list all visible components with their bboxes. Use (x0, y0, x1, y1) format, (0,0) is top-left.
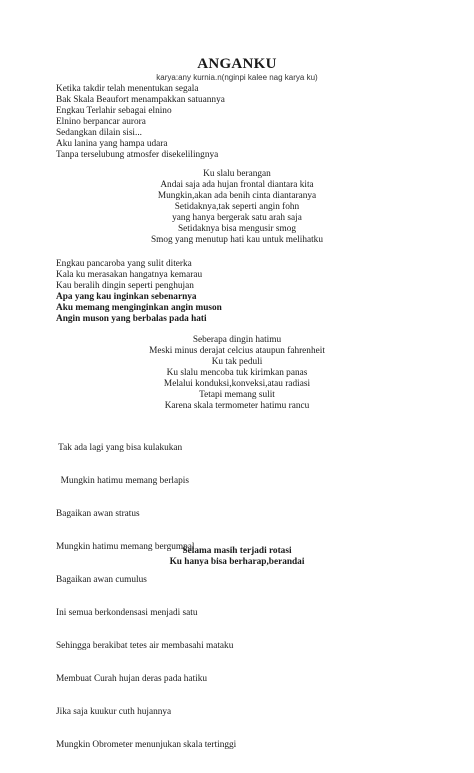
poem-line: Sehingga berakibat tetes air membasahi mataku (56, 641, 234, 651)
poem-line: Andai saja ada hujan frontal diantara kita (160, 180, 314, 190)
poem-line: Bagaikan awan stratus (56, 509, 140, 519)
stanza-2 (0, 169, 474, 246)
poem-line: Mungkin hatimu memang bergumpal (56, 542, 195, 552)
poem-line-bold: Aku memang menginginkan angin muson (56, 303, 222, 313)
poem-line: Aku lanina yang hampa udara (56, 139, 168, 149)
poem-line: Tak ada lagi yang bisa kulakukan (56, 443, 183, 453)
poem-line: Tanpa terselubung atmosfer disekelilingnya (56, 150, 219, 160)
poem-line: Karena skala termometer hatimu rancu (164, 401, 310, 411)
poem-line: Elnino berpancar aurora (56, 117, 146, 127)
poem-line: Ku slalu mencoba tuk kirimkan panas (166, 368, 308, 378)
stanza-5 (56, 421, 236, 773)
stanza-1 (56, 84, 225, 161)
poem-line: Bak Skala Beaufort menampakkan satuannya (56, 95, 225, 105)
poem-line: Jika saja kuukur cuth hujannya (56, 707, 172, 717)
poem-line: Mungkin Obrometer menunjukan skala tertinggi (56, 740, 237, 750)
poem-line-bold: Apa yang kau inginkan sebenarnya (56, 292, 197, 302)
poem-line: Seberapa dingin hatimu (192, 335, 282, 345)
poem-line: Kala ku merasakan hangatnya kemarau (56, 270, 203, 280)
poem-line: Mungkin,akan ada benih cinta diantaranya (157, 191, 317, 201)
poem-line: Melalui konduksi,konveksi,atau radiasi (163, 379, 311, 389)
stanza-4 (0, 335, 474, 412)
poem-line: Ku slalu berangan (203, 169, 271, 179)
poem-line: Ku tak peduli (211, 357, 263, 367)
poem-line: Engkau Terlahir sebagai elnino (56, 106, 172, 116)
poem-line: yang hanya bergerak satu arah saja (172, 213, 302, 223)
poem-line: Mungkin hatimu memang berlapis (56, 476, 189, 486)
poem-line: Bagaikan awan cumulus (56, 575, 147, 585)
poem-line: Setidaknya,tak seperti angin fohn (174, 202, 300, 212)
poem-line-bold: Angin muson yang berbalas pada hati (56, 314, 207, 324)
poem-line: Tetapi memang sulit (199, 390, 275, 400)
poem-line: Membuat Curah hujan deras pada hatiku (56, 674, 208, 684)
stanza-3 (56, 259, 222, 325)
poem-title: ANGANKU (197, 56, 277, 72)
poem-line: Ini semua berkondensasi menjadi satu (56, 608, 198, 618)
poem-line-bold: Ku hanya bisa berharap,berandai (169, 557, 305, 567)
poem-line: Setidaknya bisa mengusir smog (177, 224, 296, 234)
poem-line: Engkau pancaroba yang sulit diterka (56, 259, 192, 269)
poem-line: Ketika takdir telah menentukan segala (56, 84, 199, 94)
stanza-6 (0, 546, 474, 568)
poem-line: Meski minus derajat celcius ataupun fahrenheit (149, 346, 325, 356)
poem-line-bold: Selama masih terjadi rotasi (182, 546, 292, 556)
poem-line: Sedangkan dilain sisi... (56, 128, 142, 138)
poem-line: Smog yang menutup hati kau untuk melihatku (151, 235, 323, 245)
poem-line: Kau beralih dingin seperti penghujan (56, 281, 194, 291)
poem-author-line: karya:any kurnia.n(nginpi kalee nag karya ku) (156, 73, 318, 82)
